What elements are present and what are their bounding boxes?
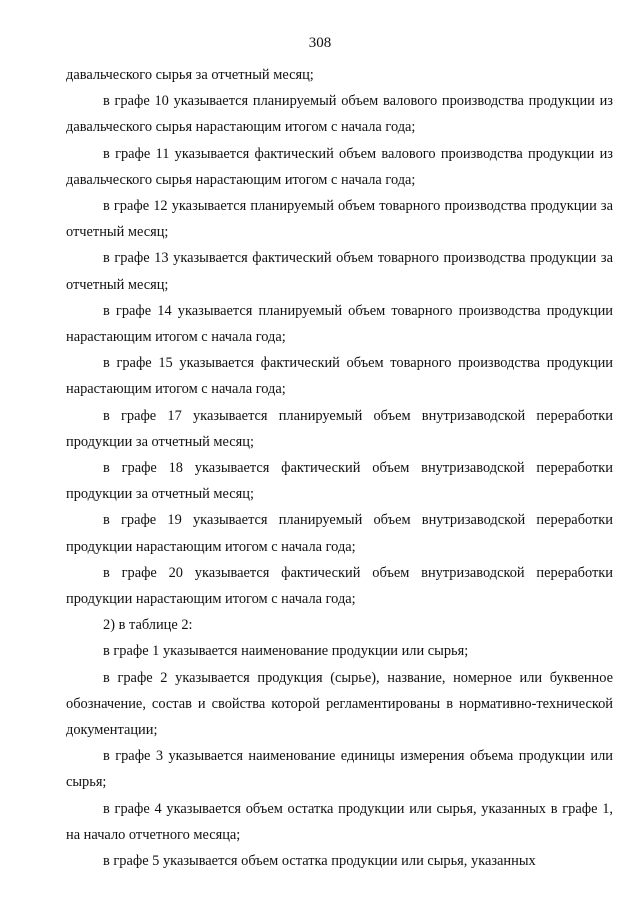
paragraph: в графе 18 указывается фактический объем внутризаводской переработки продукции за отчетный месяц; — [66, 460, 613, 503]
paragraph: в графе 14 указывается планируемый объем товарного производства продукции нарастающим итогом с начала года; — [66, 302, 613, 346]
paragraph: в графе 4 указывается объем остатка продукции или сырья, указанных в графе 1, на начало отчетного месяца; — [66, 800, 613, 843]
paragraph: в графе 13 указывается фактический объем товарного производства продукции за отчетный месяц; — [66, 250, 613, 293]
paragraph: в графе 5 указывается объем остатка продукции или сырья, указанных — [103, 853, 536, 870]
page-number: 308 — [308, 35, 332, 51]
document-body — [66, 62, 613, 874]
paragraph: давальческого сырья за отчетный месяц; — [66, 67, 314, 83]
paragraph: в графе 15 указывается фактический объем товарного производства продукции нарастающим итогом с начала года; — [66, 355, 613, 398]
paragraph: в графе 12 указывается планируемый объем товарного производства продукции за отчетный месяц; — [66, 198, 613, 241]
paragraph: 2) в таблице 2: — [103, 617, 193, 634]
paragraph: в графе 2 указывается продукция (сырье), название, номерное или буквенное обозначение, состав и свойства которой регламентированы в нормативно-технической документации; — [66, 669, 613, 739]
paragraph: в графе 10 указывается планируемый объем валового производства продукции из давальческого сырья нарастающим итогом с начала года; — [66, 93, 613, 136]
paragraph: в графе 11 указывается фактический объем валового производства продукции из давальческого сырья нарастающим итогом с начала года; — [66, 145, 613, 188]
paragraph: в графе 20 указывается фактический объем внутризаводской переработки продукции нарастающим итогом с начала года; — [66, 564, 613, 608]
paragraph: в графе 17 указывается планируемый объем внутризаводской переработки продукции за отчетный месяц; — [66, 407, 613, 450]
paragraph: в графе 1 указывается наименование продукции или сырья; — [103, 643, 469, 660]
paragraph: в графе 19 указывается планируемый объем внутризаводской переработки продукции нарастающим итогом с начала года; — [66, 512, 613, 555]
paragraph: в графе 3 указывается наименование единицы измерения объема продукции или сырья; — [66, 748, 613, 791]
